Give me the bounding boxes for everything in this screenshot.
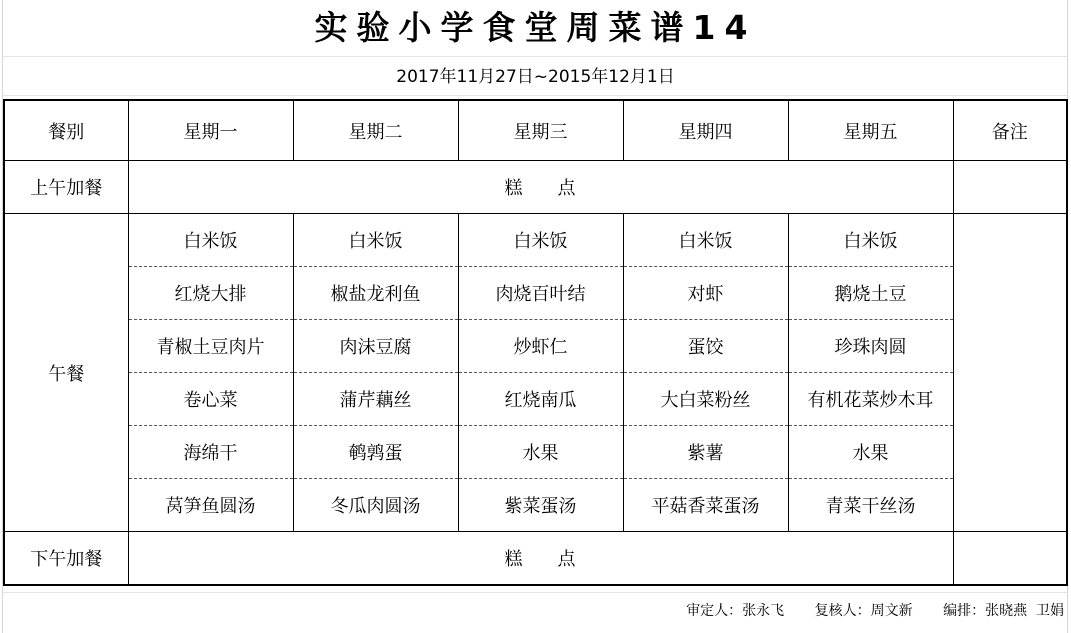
dish-cell: 对虾 (623, 267, 788, 320)
dish-cell: 青椒土豆肉片 (128, 320, 293, 373)
dish-cell: 炒虾仁 (458, 320, 623, 373)
afternoon-snack-note (953, 532, 1067, 586)
checker-group (815, 603, 913, 619)
lunch-row (4, 267, 1067, 320)
dish-cell: 有机花菜炒木耳 (788, 373, 953, 426)
editor-label: 编排： (943, 603, 986, 619)
morning-snack-content-a: 糕 (504, 178, 524, 199)
checker-label: 复核人： (814, 603, 871, 619)
header-meal: 餐别 (4, 100, 128, 161)
header-row (4, 100, 1067, 161)
lunch-row (4, 214, 1067, 267)
dish-cell: 白米饭 (458, 214, 623, 267)
dish-cell: 肉沫豆腐 (293, 320, 458, 373)
dish-cell: 肉烧百叶结 (458, 267, 623, 320)
morning-snack-label: 上午加餐 (4, 161, 128, 214)
reviewer-name: 张永飞 (742, 603, 785, 619)
header-friday: 星期五 (788, 100, 953, 161)
menu-table (3, 99, 1068, 586)
dish-cell: 鹌鹑蛋 (293, 426, 458, 479)
afternoon-snack-content (128, 532, 953, 586)
dish-cell: 海绵干 (128, 426, 293, 479)
dish-cell: 红烧大排 (128, 267, 293, 320)
dish-cell: 紫薯 (623, 426, 788, 479)
dish-cell: 红烧南瓜 (458, 373, 623, 426)
editor-name: 张晓燕 卫娟 (985, 603, 1064, 619)
afternoon-snack-label: 下午加餐 (4, 532, 128, 586)
lunch-row (4, 479, 1067, 532)
editor-group (943, 603, 1064, 619)
lunch-note (953, 214, 1067, 532)
dish-cell: 紫菜蛋汤 (458, 479, 623, 532)
dish-cell: 青菜干丝汤 (788, 479, 953, 532)
afternoon-snack-row (4, 532, 1067, 586)
sheet-row-line (2, 592, 1068, 593)
dish-cell: 大白菜粉丝 (623, 373, 788, 426)
morning-snack-content-b: 点 (557, 178, 577, 199)
header-thursday: 星期四 (623, 100, 788, 161)
dish-cell: 卷心菜 (128, 373, 293, 426)
dish-cell: 白米饭 (128, 214, 293, 267)
dish-cell: 水果 (788, 426, 953, 479)
morning-snack-row (4, 161, 1067, 214)
afternoon-snack-content-a: 糕 (504, 549, 524, 570)
date-range: 2017年11月27日~2015年12月1日 (396, 67, 675, 87)
reviewer-group (686, 603, 784, 619)
checker-name: 周文新 (870, 603, 913, 619)
dish-cell: 冬瓜肉圆汤 (293, 479, 458, 532)
lunch-label: 午餐 (4, 214, 128, 532)
lunch-row (4, 373, 1067, 426)
page-title: 实验小学食堂周菜谱14 (314, 8, 757, 47)
dish-cell: 鹅烧土豆 (788, 267, 953, 320)
dish-cell: 蒲芹藕丝 (293, 373, 458, 426)
dish-cell: 水果 (458, 426, 623, 479)
header-tuesday: 星期二 (293, 100, 458, 161)
lunch-row (4, 320, 1067, 373)
reviewer-label: 审定人： (686, 603, 743, 619)
dish-cell: 珍珠肉圆 (788, 320, 953, 373)
dish-cell: 平菇香菜蛋汤 (623, 479, 788, 532)
footer-signatures (0, 601, 1064, 621)
dish-cell: 白米饭 (293, 214, 458, 267)
morning-snack-content (128, 161, 953, 214)
sheet-row-line (2, 56, 1068, 57)
afternoon-snack-content-b: 点 (557, 549, 577, 570)
header-wednesday: 星期三 (458, 100, 623, 161)
header-note: 备注 (953, 100, 1067, 161)
dish-cell: 蛋饺 (623, 320, 788, 373)
header-monday: 星期一 (128, 100, 293, 161)
dish-cell: 白米饭 (623, 214, 788, 267)
dish-cell: 椒盐龙利鱼 (293, 267, 458, 320)
lunch-row (4, 426, 1067, 479)
sheet-row-line (2, 95, 1068, 96)
morning-snack-note (953, 161, 1067, 214)
dish-cell: 白米饭 (788, 214, 953, 267)
dish-cell: 莴笋鱼圆汤 (128, 479, 293, 532)
